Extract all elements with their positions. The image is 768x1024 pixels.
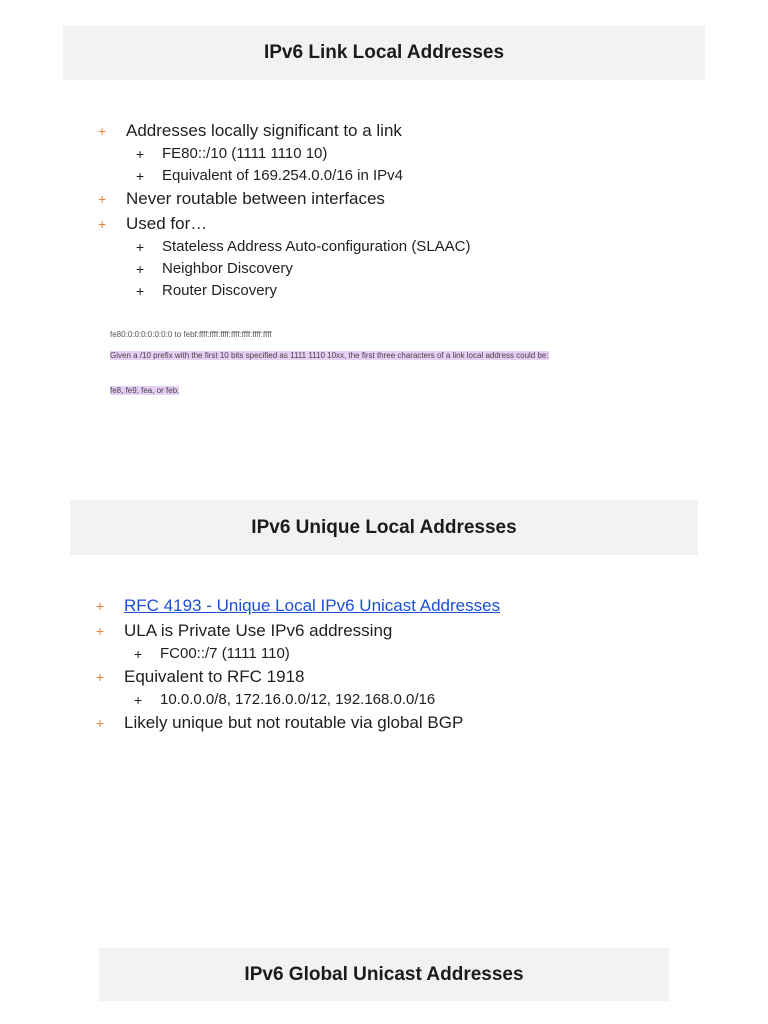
plus-bullet-icon: + xyxy=(96,623,105,639)
list-item xyxy=(96,622,656,639)
list-item xyxy=(98,168,618,183)
address-range-note xyxy=(110,330,560,340)
plus-bullet-icon: + xyxy=(134,692,143,708)
unique-local-bullets xyxy=(96,597,656,731)
unique-local-header xyxy=(70,500,698,555)
link-local-header xyxy=(63,26,705,80)
bullet-text: Never routable between interfaces xyxy=(126,189,385,208)
plus-bullet-icon: + xyxy=(96,669,105,685)
plus-bullet-icon: + xyxy=(98,216,107,232)
bullet-text: ULA is Private Use IPv6 addressing xyxy=(124,621,393,640)
list-item xyxy=(96,668,656,685)
bullet-text: Equivalent to RFC 1918 xyxy=(124,667,305,686)
plus-bullet-icon: + xyxy=(136,261,145,277)
list-item xyxy=(98,122,618,139)
bullet-text: FE80::/10 (1111 1110 10) xyxy=(162,145,328,162)
bullet-text: Likely unique but not routable via global BGP xyxy=(124,713,464,732)
list-item xyxy=(96,714,656,731)
rfc4193-link[interactable]: RFC 4193 - Unique Local IPv6 Unicast Addresses xyxy=(124,596,501,615)
list-item xyxy=(98,146,618,161)
unique-local-title: IPv6 Unique Local Addresses xyxy=(251,516,517,538)
plus-bullet-icon: + xyxy=(96,598,105,614)
global-unicast-title: IPv6 Global Unicast Addresses xyxy=(244,963,524,985)
highlighted-answer: fe8, fe9, fea, or feb. xyxy=(110,386,180,395)
plus-bullet-icon: + xyxy=(98,123,107,139)
plus-bullet-icon: + xyxy=(136,283,145,299)
bullet-text: Used for… xyxy=(126,214,208,233)
list-item xyxy=(98,261,618,276)
link-local-title: IPv6 Link Local Addresses xyxy=(263,42,505,63)
bullet-text: Addresses locally significant to a link xyxy=(126,121,402,140)
plus-bullet-icon: + xyxy=(136,239,145,255)
bullet-text: Stateless Address Auto-configuration (SLAAC) xyxy=(162,238,471,255)
plus-bullet-icon: + xyxy=(136,146,145,162)
global-unicast-header xyxy=(99,948,669,1001)
list-item xyxy=(98,190,618,207)
list-item xyxy=(96,692,656,707)
prefix-explanation-note xyxy=(110,351,560,361)
list-item xyxy=(98,215,618,232)
bullet-text: Router Discovery xyxy=(162,282,278,299)
list-item xyxy=(98,283,618,298)
address-range-text: fe80:0:0:0:0:0:0:0 to febf:ffff:ffff:ffff:ffff:ffff:ffff:ffff xyxy=(110,330,272,339)
list-item xyxy=(96,597,656,614)
plus-bullet-icon: + xyxy=(136,168,145,184)
plus-bullet-icon: + xyxy=(134,646,143,662)
link-local-bullets xyxy=(98,122,618,298)
plus-bullet-icon: + xyxy=(96,715,105,731)
bullet-text: Neighbor Discovery xyxy=(162,260,293,277)
bullet-text: Equivalent of 169.254.0.0/16 in IPv4 xyxy=(162,167,404,184)
list-item xyxy=(98,239,618,254)
bullet-text: 10.0.0.0/8, 172.16.0.0/12, 192.168.0.0/16 xyxy=(160,691,436,708)
plus-bullet-icon: + xyxy=(98,191,107,207)
prefix-answer-note xyxy=(110,386,560,396)
bullet-text: FC00::/7 (1111 110) xyxy=(160,645,290,662)
list-item xyxy=(96,646,656,661)
highlighted-explanation: Given a /10 prefix with the first 10 bits specified as 1111 1110 10xx, the first three characters of a link local address could be: xyxy=(110,351,549,360)
